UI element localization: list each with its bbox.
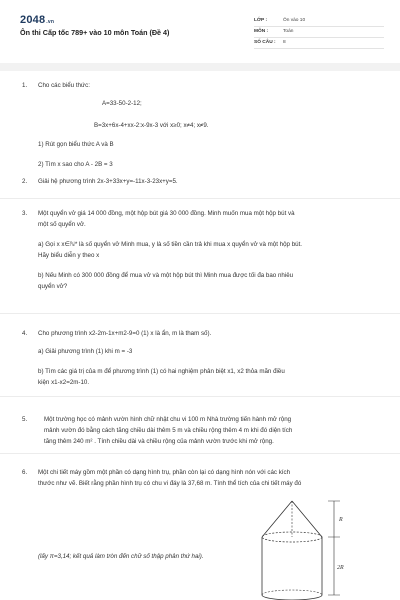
meta-label: LỚP : (254, 17, 268, 23)
label-r: R (339, 517, 343, 523)
question-note: (lấy π=3,14; kết quả làm tròn đến chữ số thập phân thứ hai). (38, 553, 204, 560)
question-text: Giải hệ phương trình 2x-3+33x+y=-11x-3-23x+y=5. (38, 178, 178, 185)
question-text: Cho phương trình x2-2m-1x+m2-9=0 (1) x là ẩn, m là tham số). (38, 330, 212, 337)
question-text: Cho các biểu thức: (38, 82, 90, 89)
meta-label: SỐ CÂU : (254, 39, 276, 45)
question-text: Một quyển vở giá 14 000 đồng, một hộp bút giá 30 000 đồng. Minh muốn mua một hộp bút và (38, 210, 295, 217)
sub-question: Hãy biểu diễn y theo x (38, 252, 100, 259)
label-2r: 2R (337, 565, 344, 571)
meta-value: Ôn vào 10 (283, 17, 306, 23)
question-text: Một trường học có mảnh vườn hình chữ nhật chu vi 100 m Nhà trường tiến hành mở rộng (44, 416, 292, 423)
question-separator (0, 198, 400, 199)
meta-value: 8 (283, 39, 286, 45)
cone-cylinder-figure (248, 499, 368, 600)
meta-row-subject (254, 27, 384, 38)
sub-question: quyển vở? (38, 283, 68, 290)
exam-title: Ôn thi Cấp tốc 789+ vào 10 môn Toán (Đề 4) (20, 28, 170, 37)
page-header (0, 0, 400, 64)
exam-meta (254, 16, 384, 49)
meta-row-class (254, 16, 384, 27)
sub-question: a) Gọi x x∈ℕ* là số quyển vở Minh mua, y là số tiền cần trả khi mua x quyển vở và một hộp bút. (38, 241, 303, 248)
question-number: 6. (22, 469, 28, 476)
sub-question: b) Nếu Minh có 300 000 đồng để mua vở và một hộp bút thì Minh mua được tối đa bao nhiêu (38, 272, 294, 279)
logo-text: 2048 (20, 14, 46, 26)
question-number: 3. (22, 210, 28, 217)
question-text: một số quyển vở. (38, 221, 86, 228)
question-text: mảnh vườn đó bằng cách tăng chiều dài thêm 5 m và chiều rộng thêm 4 m khi đó diện tích (44, 427, 293, 434)
cylinder-bottom-back (262, 590, 322, 595)
site-logo[interactable] (20, 13, 54, 28)
sub-question: 2) Tìm x sao cho A - 2B = 3 (38, 161, 113, 168)
header-divider (0, 63, 400, 71)
logo-tld: .vn (46, 19, 55, 25)
expression-b: B=3x+6x-4+xx-2:x-9x-3 với x≥0; x≠4; x≠9. (94, 122, 209, 129)
question-text: tăng thêm 240 m² . Tính chiều dài và chiều rộng của mảnh vườn trước khi mở rộng. (44, 438, 274, 445)
question-separator (0, 313, 400, 314)
question-number: 4. (22, 330, 28, 337)
cylinder-bottom-front (262, 595, 322, 600)
sub-question: kiện x1-x2=2m-10. (38, 379, 90, 386)
sub-question: a) Giải phương trình (1) khi m = -3 (38, 348, 133, 355)
question-number: 1. (22, 82, 28, 89)
question-number: 5. (22, 416, 28, 423)
meta-value: Toán (283, 28, 294, 34)
question-text: Một chi tiết máy gồm một phần có dạng hình trụ, phần còn lại có dạng hình nón với các kích (38, 469, 291, 476)
question-separator (0, 453, 400, 454)
question-number: 2. (22, 178, 28, 185)
sub-question: 1) Rút gọn biểu thức A và B (38, 141, 114, 148)
sub-question: b) Tìm các giá trị của m để phương trình (1) có hai nghiệm phân biệt x1, x2 thỏa mãn điều (38, 368, 285, 375)
meta-row-count (254, 38, 384, 49)
cylinder-sides (262, 537, 322, 595)
meta-label: MÔN : (254, 28, 269, 34)
question-text: thước như vẽ. Biết rằng phần hình trụ có chu vi đáy là 37,68 m. Tính thể tích của chi tiết máy đó (38, 480, 302, 487)
expression-a: A=33-50-2-12; (102, 100, 142, 107)
question-separator (0, 396, 400, 397)
